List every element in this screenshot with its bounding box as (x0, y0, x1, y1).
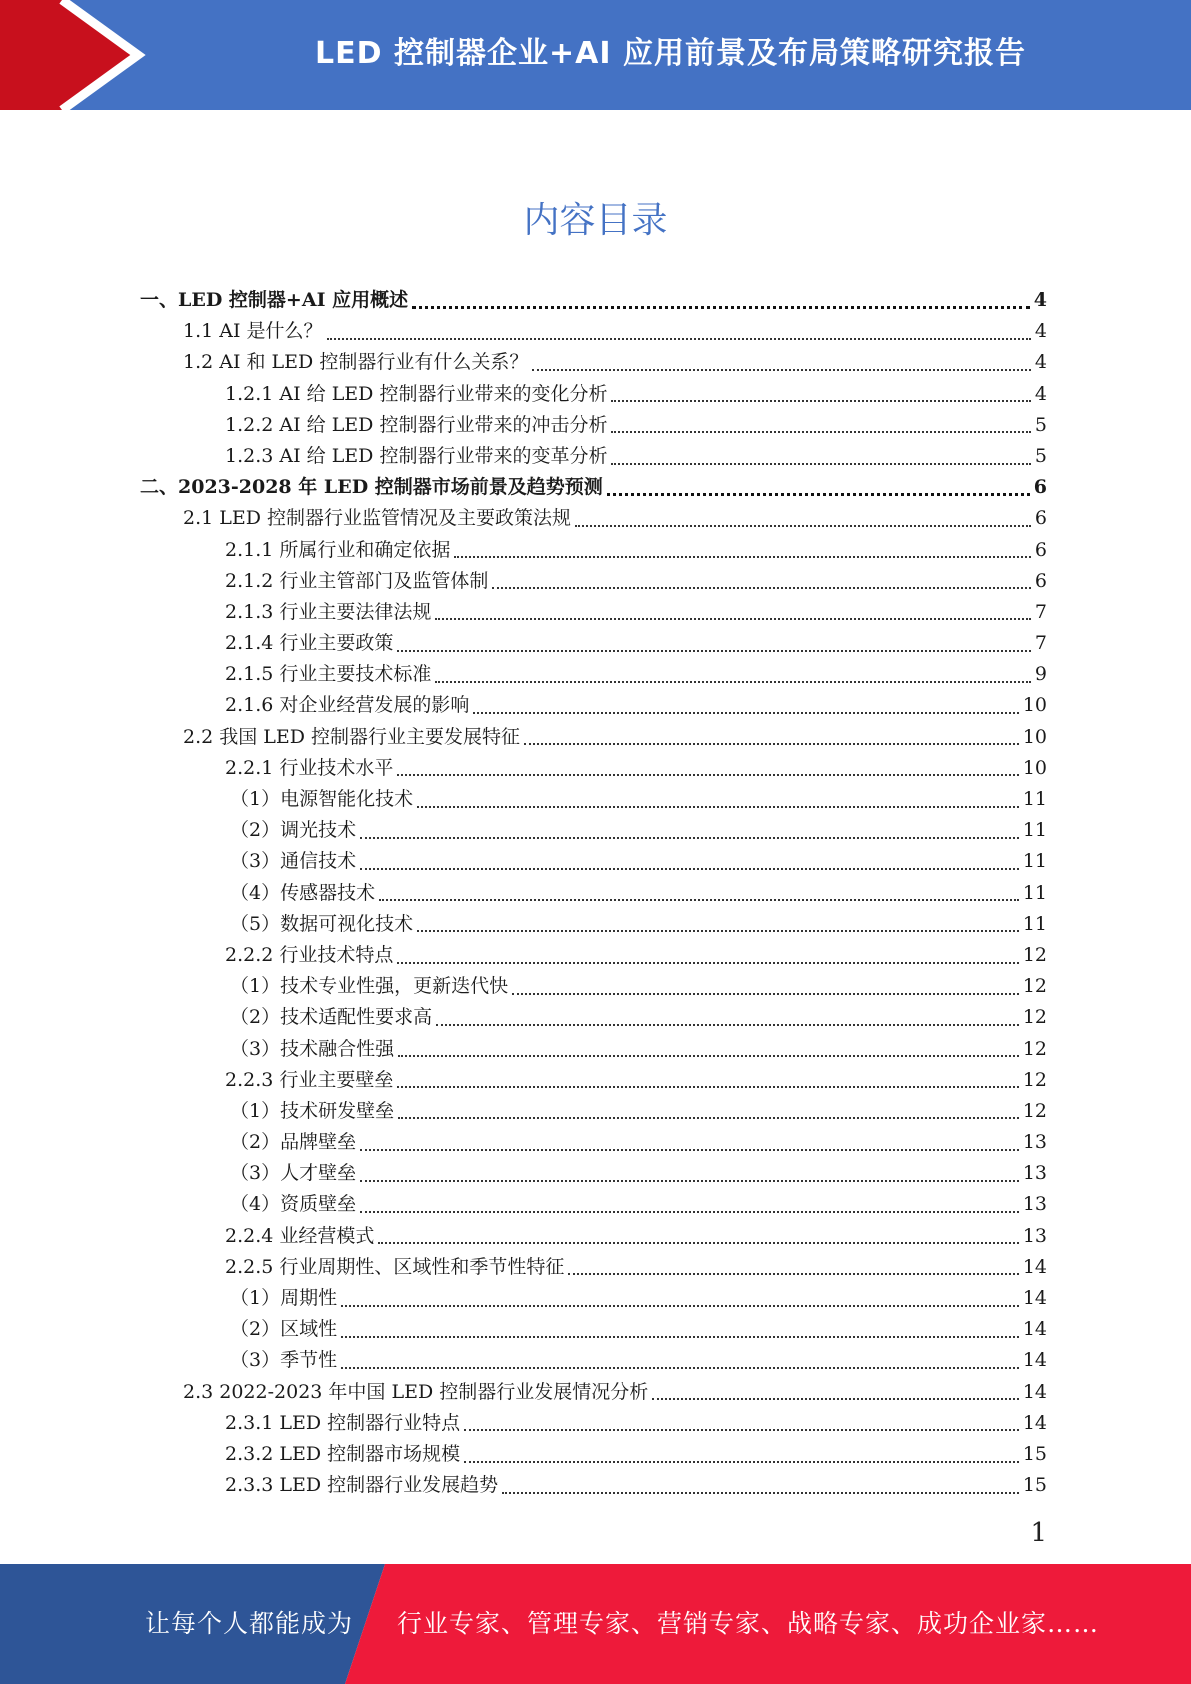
toc-entry[interactable] (0, 1252, 1191, 1283)
toc-entry-label: 2.2.2 行业技术特点 (225, 943, 394, 966)
toc-entry[interactable] (0, 1127, 1191, 1158)
toc-entry[interactable] (0, 347, 1191, 378)
toc-entry-page: 6 (1033, 476, 1047, 499)
toc-entry-label: 2.1.3 行业主要法律法规 (225, 600, 432, 623)
toc-entry[interactable] (0, 659, 1191, 690)
toc-entry[interactable] (0, 878, 1191, 909)
toc-entry-page: 6 (1034, 538, 1047, 561)
toc-entry-label: 2.1.4 行业主要政策 (225, 632, 394, 655)
toc-entry-label: 1.2 AI 和 LED 控制器行业有什么关系？ (183, 351, 529, 374)
toc-dot-leader (412, 306, 1030, 309)
footer-slogan: 让每个人都能成为 (145, 1609, 354, 1638)
footer-banner (0, 1564, 1191, 1684)
toc-entry[interactable] (0, 1002, 1191, 1033)
toc-entry-page: 11 (1022, 881, 1047, 904)
toc-entry-page: 10 (1022, 725, 1047, 748)
toc-dot-leader (575, 525, 1031, 527)
toc-dot-leader (502, 1492, 1019, 1494)
toc-entry-label: （1）技术专业性强，更新迭代快 (230, 975, 509, 998)
toc-entry-label: 2.1.2 行业主管部门及监管体制 (225, 569, 489, 592)
toc-dot-leader (611, 431, 1030, 433)
toc-entry[interactable] (0, 909, 1191, 940)
toc-dot-leader (341, 1305, 1019, 1307)
toc-entry-page: 7 (1034, 632, 1047, 655)
toc-entry-label: 2.3.1 LED 控制器行业特点 (225, 1411, 461, 1434)
toc-entry[interactable] (0, 1096, 1191, 1127)
toc-entry[interactable] (0, 379, 1191, 410)
toc-entry[interactable] (0, 753, 1191, 784)
toc-entry-page: 7 (1034, 600, 1047, 623)
table-of-contents (0, 285, 1191, 1501)
toc-entry-page: 14 (1022, 1349, 1047, 1372)
toc-dot-leader (435, 681, 1031, 683)
toc-entry-label: 2.2.4 业经营模式 (225, 1224, 375, 1247)
toc-dot-leader (378, 1242, 1018, 1244)
page-number: 1 (1030, 1518, 1047, 1548)
toc-entry[interactable] (0, 503, 1191, 534)
toc-entry-label: 2.3.3 LED 控制器行业发展趋势 (225, 1474, 499, 1497)
toc-dot-leader (652, 1398, 1019, 1400)
toc-entry-page: 14 (1022, 1318, 1047, 1341)
toc-entry-page: 13 (1022, 1131, 1047, 1154)
toc-entry-label: 二、2023-2028 年 LED 控制器市场前景及趋势预测 (140, 476, 603, 499)
toc-entry[interactable] (0, 1065, 1191, 1096)
toc-entry-page: 13 (1022, 1162, 1047, 1185)
toc-entry[interactable] (0, 1034, 1191, 1065)
toc-entry[interactable] (0, 1314, 1191, 1345)
toc-dot-leader (397, 650, 1031, 652)
chevron-red-shape (0, 0, 138, 110)
toc-entry[interactable] (0, 1189, 1191, 1220)
toc-entry-page: 12 (1022, 943, 1047, 966)
toc-entry-label: （4）资质壁垒 (230, 1193, 357, 1216)
toc-entry-page: 4 (1033, 289, 1047, 311)
toc-entry-page: 11 (1022, 850, 1047, 873)
toc-entry-page: 14 (1022, 1411, 1047, 1434)
toc-entry-page: 4 (1034, 351, 1047, 374)
toc-heading: 内容目录 (523, 200, 668, 241)
toc-entry-label: 2.1.5 行业主要技术标准 (225, 663, 432, 686)
toc-entry[interactable] (0, 1377, 1191, 1408)
toc-dot-leader (568, 1273, 1018, 1275)
toc-dot-leader (360, 1180, 1019, 1182)
toc-entry[interactable] (0, 690, 1191, 721)
toc-entry-label: 1.1 AI 是什么？ (183, 320, 323, 343)
toc-entry[interactable] (0, 1221, 1191, 1252)
toc-entry[interactable] (0, 1408, 1191, 1439)
toc-entry-page: 6 (1034, 507, 1047, 530)
toc-entry-label: 2.1 LED 控制器行业监管情况及主要政策法规 (183, 507, 572, 530)
toc-entry-page: 12 (1022, 1006, 1047, 1029)
toc-entry-page: 10 (1022, 756, 1047, 779)
toc-dot-leader (473, 712, 1018, 714)
toc-entry-label: 2.2.5 行业周期性、区域性和季节性特征 (225, 1255, 565, 1278)
toc-entry-page: 11 (1022, 819, 1047, 842)
toc-entry[interactable] (0, 285, 1191, 316)
toc-entry-page: 10 (1022, 694, 1047, 717)
toc-entry-label: 2.1.6 对企业经营发展的影响 (225, 694, 470, 717)
toc-entry-page: 6 (1034, 569, 1047, 592)
toc-entry-label: （5）数据可视化技术 (230, 912, 414, 935)
toc-dot-leader (611, 400, 1030, 402)
header-bar (0, 0, 1191, 110)
toc-entry-label: 1.2.1 AI 给 LED 控制器行业带来的变化分析 (225, 382, 608, 405)
toc-dot-leader (327, 338, 1031, 340)
toc-dot-leader (360, 1149, 1019, 1151)
toc-dot-leader (397, 962, 1018, 964)
toc-dot-leader (397, 774, 1018, 776)
toc-entry-label: （1）技术研发壁垒 (230, 1099, 395, 1122)
toc-entry-label: 2.2.3 行业主要壁垒 (225, 1068, 394, 1091)
toc-dot-leader (436, 1024, 1019, 1026)
toc-entry-label: （3）技术融合性强 (230, 1037, 395, 1060)
toc-entry[interactable] (0, 1470, 1191, 1501)
toc-entry-page: 11 (1022, 912, 1047, 935)
toc-entry-page: 9 (1034, 663, 1047, 686)
toc-dot-leader (397, 1086, 1018, 1088)
toc-entry[interactable] (0, 1283, 1191, 1314)
toc-entry[interactable] (0, 1345, 1191, 1376)
chevron-logo-icon (0, 0, 150, 110)
toc-entry-page: 12 (1022, 1099, 1047, 1122)
toc-entry-label: （2）区域性 (230, 1318, 338, 1341)
toc-entry-label: （1）电源智能化技术 (230, 788, 414, 810)
toc-dot-leader (341, 1367, 1019, 1369)
toc-dot-leader (417, 930, 1019, 932)
toc-dot-leader (398, 1117, 1019, 1119)
toc-entry-page: 13 (1022, 1224, 1047, 1247)
toc-dot-leader (360, 868, 1019, 870)
toc-entry-page: 4 (1034, 382, 1047, 405)
toc-entry-label: 1.2.2 AI 给 LED 控制器行业带来的冲击分析 (225, 413, 608, 436)
toc-entry-page: 12 (1022, 1068, 1047, 1091)
footer-roles: 行业专家、管理专家、营销专家、战略专家、成功企业家…… (397, 1609, 1100, 1638)
toc-entry-label: （2）调光技术 (230, 819, 357, 842)
toc-entry-label: （1）周期性 (230, 1287, 338, 1309)
toc-entry-page: 4 (1034, 320, 1047, 343)
toc-entry-page: 14 (1022, 1380, 1047, 1403)
toc-entry-page: 15 (1022, 1474, 1047, 1497)
toc-entry[interactable] (0, 1439, 1191, 1470)
toc-entry-page: 5 (1034, 413, 1047, 436)
toc-entry-page: 15 (1022, 1442, 1047, 1465)
toc-dot-leader (492, 587, 1031, 589)
toc-dot-leader (398, 1055, 1019, 1057)
toc-entry[interactable] (0, 971, 1191, 1002)
toc-entry-page: 14 (1022, 1255, 1047, 1278)
toc-dot-leader (435, 618, 1031, 620)
toc-entry[interactable] (0, 597, 1191, 628)
toc-entry[interactable] (0, 815, 1191, 846)
toc-entry-label: （3）通信技术 (230, 850, 357, 873)
toc-entry[interactable] (0, 846, 1191, 877)
toc-entry-label: 一、LED 控制器+AI 应用概述 (140, 289, 409, 311)
toc-entry-page: 5 (1034, 444, 1047, 467)
toc-dot-leader (341, 1336, 1019, 1338)
toc-entry[interactable] (0, 472, 1191, 503)
toc-dot-leader (454, 556, 1031, 558)
report-title: LED 控制器企业+AI 应用前景及布局策略研究报告 (315, 36, 1026, 71)
toc-entry-label: 1.2.3 AI 给 LED 控制器行业带来的变革分析 (225, 444, 608, 467)
toc-dot-leader (512, 993, 1019, 995)
toc-entry-label: 2.2.1 行业技术水平 (225, 756, 394, 779)
toc-entry-label: 2.3 2022-2023 年中国 LED 控制器行业发展情况分析 (183, 1380, 649, 1403)
toc-entry-label: （3）季节性 (230, 1349, 338, 1372)
toc-entry[interactable] (0, 535, 1191, 566)
toc-dot-leader (611, 463, 1030, 465)
toc-entry-label: 2.3.2 LED 控制器市场规模 (225, 1442, 461, 1465)
toc-entry-label: （3）人才壁垒 (230, 1162, 357, 1185)
toc-dot-leader (607, 493, 1030, 496)
toc-entry-label: （2）品牌壁垒 (230, 1131, 357, 1154)
toc-entry[interactable] (0, 940, 1191, 971)
toc-entry-label: 2.1.1 所属行业和确定依据 (225, 538, 451, 561)
toc-entry[interactable] (0, 316, 1191, 347)
toc-entry[interactable] (0, 628, 1191, 659)
toc-dot-leader (524, 743, 1019, 745)
toc-dot-leader (417, 806, 1019, 808)
toc-dot-leader (360, 837, 1019, 839)
toc-entry[interactable] (0, 784, 1191, 815)
toc-entry-page: 12 (1022, 1037, 1047, 1060)
toc-entry-label: （4）传感器技术 (230, 881, 376, 904)
toc-entry[interactable] (0, 441, 1191, 472)
toc-dot-leader (532, 369, 1031, 371)
toc-entry-page: 13 (1022, 1193, 1047, 1216)
toc-dot-leader (464, 1461, 1019, 1463)
toc-entry[interactable] (0, 566, 1191, 597)
toc-entry-label: （2）技术适配性要求高 (230, 1006, 433, 1029)
toc-entry-page: 12 (1022, 975, 1047, 998)
toc-entry[interactable] (0, 1158, 1191, 1189)
toc-dot-leader (360, 1211, 1019, 1213)
toc-dot-leader (379, 899, 1019, 901)
toc-entry-page: 14 (1022, 1287, 1047, 1309)
toc-entry-page: 11 (1022, 788, 1047, 810)
toc-dot-leader (464, 1429, 1019, 1431)
toc-entry[interactable] (0, 410, 1191, 441)
toc-entry-label: 2.2 我国 LED 控制器行业主要发展特征 (183, 725, 521, 748)
toc-entry[interactable] (0, 722, 1191, 753)
